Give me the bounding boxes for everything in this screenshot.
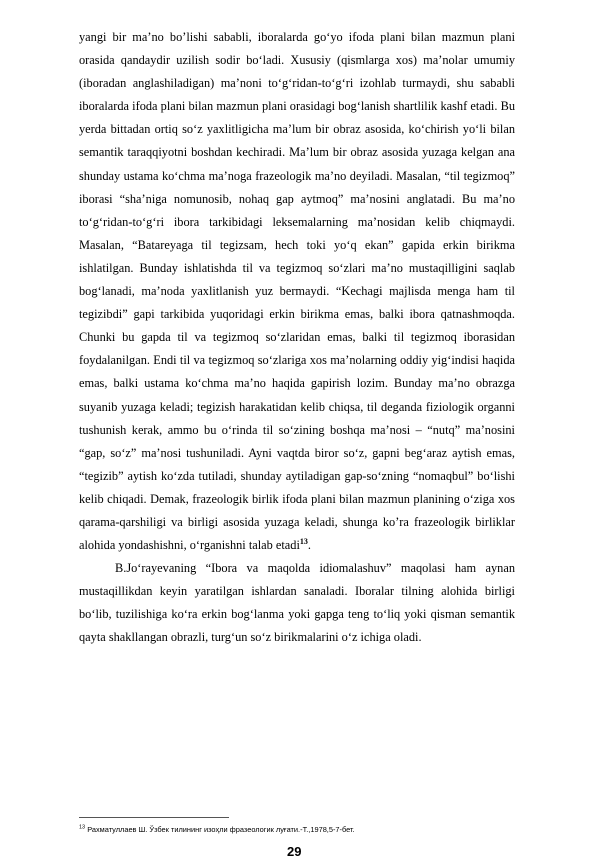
paragraph-1-text: yangi bir ma’no bo’lishi sababli, iboralarda go‘yo ifoda plani bilan mazmun plani orasida qandaydir uzilish sodir bo‘ladi. Xususiy (qismlarga xos) ma’nolar umumiy (iboradan anglashiladigan) ma’noni to‘g‘ridan-to‘g‘ri izohlab turmaydi, shu sababli iboralarda ifoda plani bilan mazmun plani orasidagi bog‘lanish shartlilik kashf etadi. Bu yerda bittadan ortiq so‘z yaxlitligicha ma’lum bir obraz asosida, ko‘chirish yo‘li bilan semantik taraqqiyotni boshdan kechiradi. Ma’lum bir obraz asosida yuzaga kelgan ana shunday ustama ko‘chma ma’noga frazeologik ma’no deyiladi. Masalan, “til tegizmoq” iborasi “sha’niga nomunosib, nohaq gap aytmoq” ma’nosini anglatadi. Bu ma’no to‘g‘ridan-to‘g‘ri ibora tarkibidagi leksemalarning ma’nosidan kelib chiqmaydi. Masalan, “Batareyaga til tegizsam, hech toki yo‘q ekan” gapida erkin birikma ishlatilgan. Bunday ishlatishda til va tegizmoq so‘zlari ma’no mustaqilligini saqlab bog‘lanadi, ma’noda yaxlitlanish yuz bermaydi. “Kechagi majlisda menga ham til tegizibdi” gapi tarkibida yuqoridagi erkin birikma emas, balki ibora qatnashmoqda. Chunki bu gapda til va tegizmoq so‘zlaridan emas, balki til tegizmoq iborasidan foydalanilgan. Endi til va tegizmoq so‘zlariga xos ma’nolarning oddiy yig‘indisi haqida emas, balki ustama ko‘chma ma’no haqida gapirish lozim. Bunday ma’no obrazga suyanib yuzaga keladi; tegizish harakatidan kelib chiqsa, til deganda fiziologik organni tushunish kerak, ammo bu o‘rinda til so‘zining boshqa ma’nosi – “nutq” ma’nosini “gap, so‘z” ma’nosi tushuniladi. Ayni vaqtda biror so‘z, gapni beg‘araz aytish emas, “tegizib” aytish ko‘zda tutiladi, shunday aytiladigan gap-so‘zning “nomaqbul” bo‘lishi kelib chiqadi. Demak, frazeologik birlik ifoda plani bilan mazmun planining o‘ziga xos qarama-qarshiligi va birligi asosida yuzaga keladi, shunga ko’ra frazeologik birliklar alohida yondashishni, o‘rganishni talab etadi [79, 30, 515, 553]
footnote-text: Рахматуллаев Ш. Ўзбек тилининг изоҳли фразеологик луғати.-Т.,1978,5-7-бет. [87, 825, 355, 834]
footnote [79, 825, 519, 834]
body-text [79, 26, 515, 650]
footnote-number: 13 [79, 824, 86, 831]
page-number: 29 [287, 844, 302, 859]
paragraph-1 [79, 26, 515, 557]
footnote-reference[interactable]: 13 [299, 536, 308, 546]
paragraph-1-end: . [307, 538, 311, 553]
paragraph-2: B.Jo‘rayevaning “Ibora va maqolda idiomalashuv” maqolasi ham aynan mustaqillikdan keyin yaratilgan ishlardan sanaladi. Iboralar tilning alohida birligi bo‘lib, tuzilishiga ko‘ra erkin bog‘lanma yoki gapga teng to‘liq yoki qisman semantik qayta shakllangan obrazli, turg‘un so‘z birikmalarini o‘z ichiga oladi. [79, 561, 515, 645]
footnote-divider [79, 817, 229, 818]
